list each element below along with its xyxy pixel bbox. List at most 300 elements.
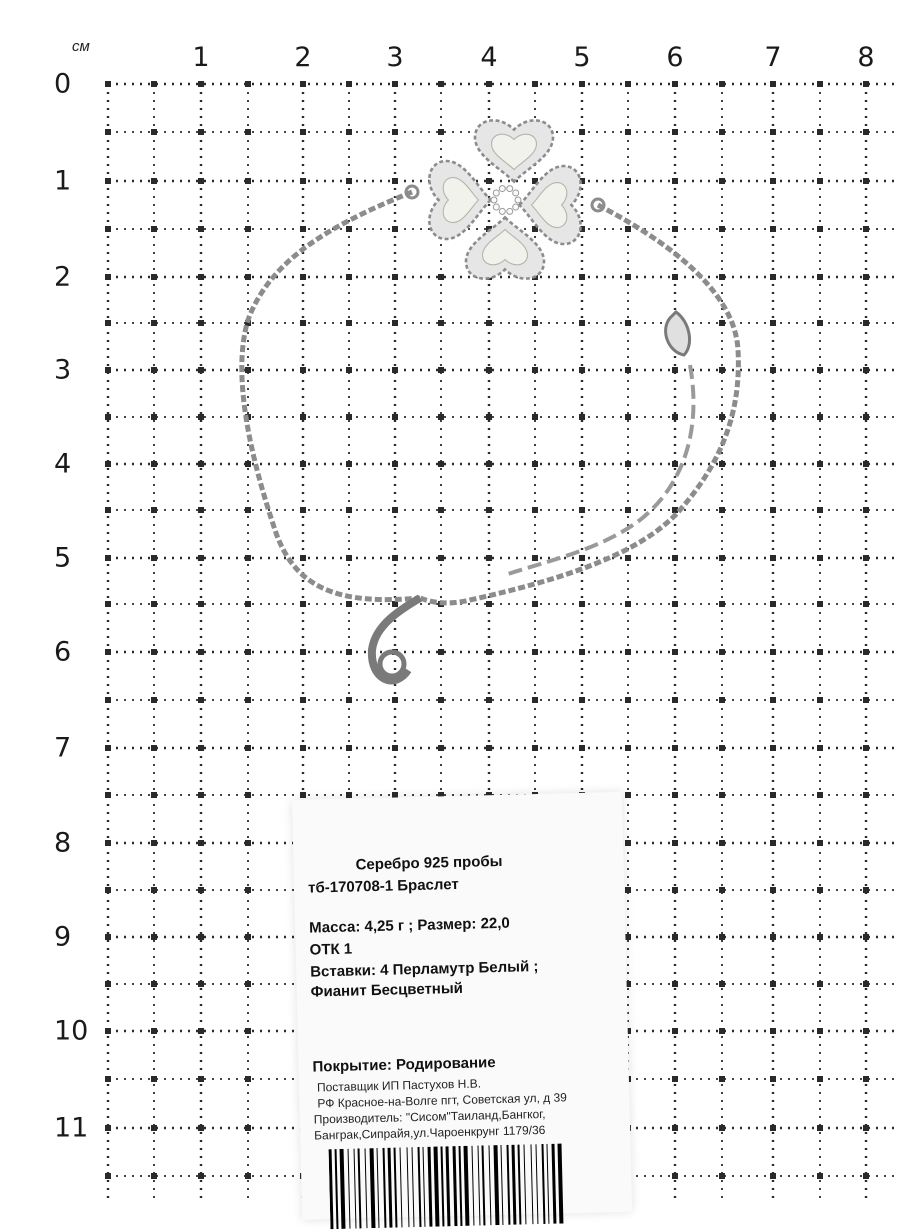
grid-node (300, 178, 306, 184)
grid-node (625, 367, 631, 373)
grid-node (105, 178, 111, 184)
grid-node (672, 274, 678, 280)
grid-node (719, 367, 725, 373)
grid-node (245, 178, 251, 184)
grid-node (719, 1173, 725, 1179)
barcode-bar (400, 1147, 403, 1227)
grid-node (817, 1028, 823, 1034)
grid-node (770, 507, 776, 513)
axis-label-top: 7 (764, 42, 782, 73)
grid-node (346, 601, 352, 607)
grid-node (863, 745, 869, 751)
barcode-bar (493, 1145, 499, 1225)
barcode-bar (423, 1147, 426, 1227)
grid-node (486, 367, 492, 373)
grid-node (151, 555, 157, 561)
grid-node (245, 129, 251, 135)
grid-node (245, 1173, 251, 1179)
center-stone (493, 190, 499, 196)
bracelet-chain-left (242, 192, 420, 600)
grid-node (245, 887, 251, 893)
grid-node (719, 1028, 725, 1034)
grid-node (863, 367, 869, 373)
grid-node (863, 1028, 869, 1034)
grid-node (198, 887, 204, 893)
grid-node (105, 507, 111, 513)
grid-node (719, 981, 725, 987)
center-stone (499, 186, 505, 192)
grid-node (151, 1076, 157, 1082)
grid-node (151, 129, 157, 135)
barcode-bar (481, 1145, 485, 1225)
grid-node (817, 697, 823, 703)
grid-node (392, 697, 398, 703)
grid-node (198, 981, 204, 987)
grid-node (346, 414, 352, 420)
grid-node (719, 320, 725, 326)
tag-line: Производитель: "Сисом"Таиланд,Бангког, (313, 1106, 546, 1127)
grid-node (770, 934, 776, 940)
grid-node (438, 367, 444, 373)
grid-node (817, 461, 823, 467)
grid-node (346, 792, 352, 798)
extension-chain (505, 365, 693, 575)
grid-node (672, 81, 678, 87)
axis-label-top: 2 (294, 42, 312, 73)
barcode-bar (412, 1147, 415, 1227)
grid-node (151, 1125, 157, 1131)
tag-line: Поставщик ИП Пастухов Н.В. (316, 1076, 482, 1095)
grid-node (719, 226, 725, 232)
grid-node (625, 887, 631, 893)
barcode-bar (530, 1144, 533, 1224)
grid-node (817, 320, 823, 326)
grid-node (532, 414, 538, 420)
grid-node (532, 367, 538, 373)
barcode-bar (541, 1144, 545, 1224)
grid-node (770, 601, 776, 607)
grid-node (300, 601, 306, 607)
grid-node (672, 414, 678, 420)
grid-node (198, 1076, 204, 1082)
grid-node (817, 934, 823, 940)
grid-node (532, 320, 538, 326)
grid-node (672, 1125, 678, 1131)
grid-node (579, 555, 585, 561)
grid-node (105, 649, 111, 655)
grid-node (863, 274, 869, 280)
grid-node (863, 887, 869, 893)
grid-node (392, 320, 398, 326)
grid-node (392, 226, 398, 232)
center-stone (493, 204, 499, 210)
grid-node (392, 507, 398, 513)
barcode-bar (500, 1145, 503, 1225)
grid-node (245, 507, 251, 513)
barcode-bar (428, 1147, 433, 1227)
grid-node (625, 129, 631, 135)
grid-node (672, 792, 678, 798)
grid-node (863, 1125, 869, 1131)
grid-node (579, 601, 585, 607)
grid-node (770, 981, 776, 987)
barcode-bar (394, 1148, 398, 1228)
axis-label-left: 11 (54, 1112, 89, 1144)
barcode (329, 1143, 571, 1229)
axis-label-top: 8 (857, 42, 875, 73)
grid-node (300, 697, 306, 703)
barcode-bar (546, 1144, 549, 1224)
grid-node (863, 461, 869, 467)
grid-node (719, 934, 725, 940)
axis-label-top: 5 (573, 42, 591, 73)
axis-label-top: 3 (386, 42, 404, 73)
grid-node (346, 745, 352, 751)
grid-node (392, 555, 398, 561)
axis-label-left: 8 (54, 827, 72, 859)
axis-label-left: 7 (54, 732, 72, 764)
grid-node (817, 1173, 823, 1179)
grid-node (151, 367, 157, 373)
grid-node (770, 555, 776, 561)
grid-node (198, 934, 204, 940)
grid-node (198, 840, 204, 846)
grid-node (151, 745, 157, 751)
grid-node (151, 601, 157, 607)
grid-node (863, 1173, 869, 1179)
grid-node (863, 792, 869, 798)
grid-node (625, 414, 631, 420)
grid-node (719, 129, 725, 135)
barcode-bar (517, 1145, 521, 1225)
grid-node (719, 792, 725, 798)
grid-node (300, 507, 306, 513)
grid-node (198, 178, 204, 184)
grid-node (105, 1076, 111, 1082)
grid-node (532, 555, 538, 561)
clover-pendant (429, 120, 580, 278)
grid-node (672, 934, 678, 940)
grid-node (300, 367, 306, 373)
grid-node (625, 601, 631, 607)
grid-node (532, 461, 538, 467)
barcode-bar (377, 1148, 380, 1228)
grid-node (151, 1028, 157, 1034)
grid-node (245, 934, 251, 940)
grid-node (438, 745, 444, 751)
grid-node (863, 129, 869, 135)
grid-node (245, 649, 251, 655)
grid-node (105, 840, 111, 846)
grid-node (300, 226, 306, 232)
grid-node (105, 697, 111, 703)
grid-node (770, 320, 776, 326)
grid-node (151, 320, 157, 326)
grid-node (579, 320, 585, 326)
grid-node (625, 461, 631, 467)
grid-node (770, 1125, 776, 1131)
barcode-bar (557, 1144, 563, 1224)
grid-node (486, 697, 492, 703)
grid-node (719, 887, 725, 893)
barcode-bar (477, 1146, 480, 1226)
grid-node (438, 414, 444, 420)
grid-node (579, 697, 585, 703)
grid-node (863, 178, 869, 184)
grid-node (105, 745, 111, 751)
grid-node (105, 981, 111, 987)
grid-node (198, 745, 204, 751)
grid-node (151, 226, 157, 232)
axis-label-top: 4 (480, 42, 498, 73)
grid-node (346, 320, 352, 326)
center-stone (507, 208, 513, 214)
grid-node (438, 320, 444, 326)
grid-node (579, 649, 585, 655)
grid-node (770, 367, 776, 373)
axis-label-left: 1 (54, 165, 72, 197)
grid-node (245, 555, 251, 561)
grid-node (486, 507, 492, 513)
grid-node (392, 274, 398, 280)
axis-label-left: 6 (54, 636, 72, 668)
grid-node (719, 1125, 725, 1131)
grid-node (672, 981, 678, 987)
grid-node (625, 649, 631, 655)
grid-node (198, 1028, 204, 1034)
grid-node (625, 745, 631, 751)
grid-node (245, 745, 251, 751)
grid-node (346, 178, 352, 184)
tag-line: Банграк,Сипрайя,ул.Чароенкрунг 1179/36 (314, 1122, 546, 1143)
grid-node (151, 461, 157, 467)
grid-node (300, 555, 306, 561)
grid-node (579, 274, 585, 280)
grid-node (817, 178, 823, 184)
tag-line: Вставки: 4 Перламутр Белый ; (310, 958, 539, 981)
barcode-bar (407, 1147, 410, 1227)
grid-node (245, 697, 251, 703)
grid-node (817, 367, 823, 373)
axis-label-left: 5 (54, 542, 72, 574)
grid-node (300, 320, 306, 326)
grid-node (105, 367, 111, 373)
barcode-bar (418, 1147, 422, 1227)
grid-node (817, 226, 823, 232)
grid-node (346, 367, 352, 373)
grid-node (105, 414, 111, 420)
grid-node (863, 507, 869, 513)
grid-node (105, 1173, 111, 1179)
grid-node (151, 1173, 157, 1179)
barcode-bar (535, 1144, 538, 1224)
pearl-heart (519, 166, 580, 244)
grid-node (817, 1125, 823, 1131)
grid-node (817, 981, 823, 987)
grid-node (438, 555, 444, 561)
grid-node (300, 649, 306, 655)
grid-node (672, 555, 678, 561)
grid-node (817, 649, 823, 655)
grid-node (105, 1028, 111, 1034)
tag-line: Фианит Бесцветный (310, 979, 464, 1001)
grid-node (532, 745, 538, 751)
grid-node (863, 840, 869, 846)
grid-node (151, 178, 157, 184)
grid-node (105, 934, 111, 940)
grid-node (105, 555, 111, 561)
grid-node (392, 745, 398, 751)
axis-label-top: 6 (666, 42, 684, 73)
grid-node (719, 274, 725, 280)
grid-node (770, 792, 776, 798)
grid-node (863, 649, 869, 655)
grid-node (105, 274, 111, 280)
barcode-bar (551, 1144, 556, 1224)
grid-node (438, 274, 444, 280)
grid-node (151, 934, 157, 940)
grid-node (672, 1173, 678, 1179)
grid-node (770, 178, 776, 184)
grid-node (438, 461, 444, 467)
grid-node (532, 649, 538, 655)
grid-node (151, 792, 157, 798)
grid-node (817, 601, 823, 607)
grid-node (863, 414, 869, 420)
grid-node (672, 367, 678, 373)
axis-label-left: 10 (54, 1015, 89, 1047)
grid-node (672, 887, 678, 893)
grid-node (532, 507, 538, 513)
grid-node (105, 320, 111, 326)
barcode-bar (446, 1146, 451, 1226)
grid-node (198, 320, 204, 326)
center-stone (507, 186, 513, 192)
grid-node (151, 887, 157, 893)
grid-node (817, 507, 823, 513)
grid-node (486, 745, 492, 751)
grid-node (770, 1173, 776, 1179)
grid-node (863, 697, 869, 703)
grid-node (770, 226, 776, 232)
grid-node (198, 414, 204, 420)
grid-node (198, 367, 204, 373)
barcode-bar (511, 1145, 516, 1225)
grid-node (770, 1028, 776, 1034)
barcode-bar (370, 1148, 376, 1228)
grid-node (105, 887, 111, 893)
grid-node (817, 1076, 823, 1082)
grid-node (770, 840, 776, 846)
grid-node (438, 697, 444, 703)
tag-line: ОТК 1 (309, 940, 353, 959)
grid-node (346, 697, 352, 703)
center-stone (499, 208, 505, 214)
grid-node (770, 887, 776, 893)
grid-node (625, 840, 631, 846)
grid-node (105, 601, 111, 607)
grid-node (151, 981, 157, 987)
grid-node (719, 1076, 725, 1082)
grid-node (392, 414, 398, 420)
price-tag (292, 792, 632, 1220)
grid-node (486, 601, 492, 607)
axis-label-top: 1 (192, 42, 210, 73)
barcode-bar (459, 1146, 463, 1226)
grid-node (245, 792, 251, 798)
tag-line: РФ Красное-на-Волге пгт, Советская ул, д 39 (317, 1090, 568, 1111)
barcode-bar (335, 1149, 339, 1229)
barcode-bar (340, 1149, 346, 1229)
grid-node (719, 840, 725, 846)
grid-node (672, 129, 678, 135)
grid-node (719, 81, 725, 87)
grid-node (198, 601, 204, 607)
grid-node (245, 1076, 251, 1082)
grid-node (300, 81, 306, 87)
grid-node (817, 129, 823, 135)
grid-node (346, 274, 352, 280)
grid-node (486, 649, 492, 655)
grid-node (151, 414, 157, 420)
grid-node (817, 555, 823, 561)
tag-line: тб-170708-1 Браслет (307, 875, 459, 897)
grid-node (346, 461, 352, 467)
grid-node (625, 507, 631, 513)
grid-node (672, 745, 678, 751)
grid-node (719, 555, 725, 561)
grid-node (198, 274, 204, 280)
grid-node (486, 461, 492, 467)
grid-node (719, 745, 725, 751)
grid-node (863, 555, 869, 561)
grid-node (245, 367, 251, 373)
grid-node (625, 81, 631, 87)
grid-node (625, 934, 631, 940)
unit-label: см (72, 38, 90, 55)
grid-node (579, 745, 585, 751)
grid-node (245, 461, 251, 467)
grid-node (532, 697, 538, 703)
grid-node (719, 414, 725, 420)
barcode-bar (358, 1148, 362, 1228)
grid-node (863, 981, 869, 987)
grid-node (672, 178, 678, 184)
grid-node (625, 226, 631, 232)
grid-node (486, 555, 492, 561)
grid-node (151, 274, 157, 280)
grid-node (770, 649, 776, 655)
grid-node (151, 507, 157, 513)
barcode-bar (329, 1149, 334, 1229)
grid-node (817, 81, 823, 87)
barcode-bar (472, 1146, 475, 1226)
center-stone (513, 204, 519, 210)
grid-node (770, 697, 776, 703)
axis-label-left: 2 (54, 261, 72, 293)
barcode-bar (354, 1149, 357, 1229)
grid-node (579, 367, 585, 373)
grid-node (863, 226, 869, 232)
grid-node (300, 792, 306, 798)
grid-node (198, 226, 204, 232)
grid-node (486, 414, 492, 420)
grid-node (151, 697, 157, 703)
grid-node (770, 461, 776, 467)
barcode-bar (464, 1146, 470, 1226)
barcode-bar (434, 1147, 440, 1227)
grid-node (817, 840, 823, 846)
